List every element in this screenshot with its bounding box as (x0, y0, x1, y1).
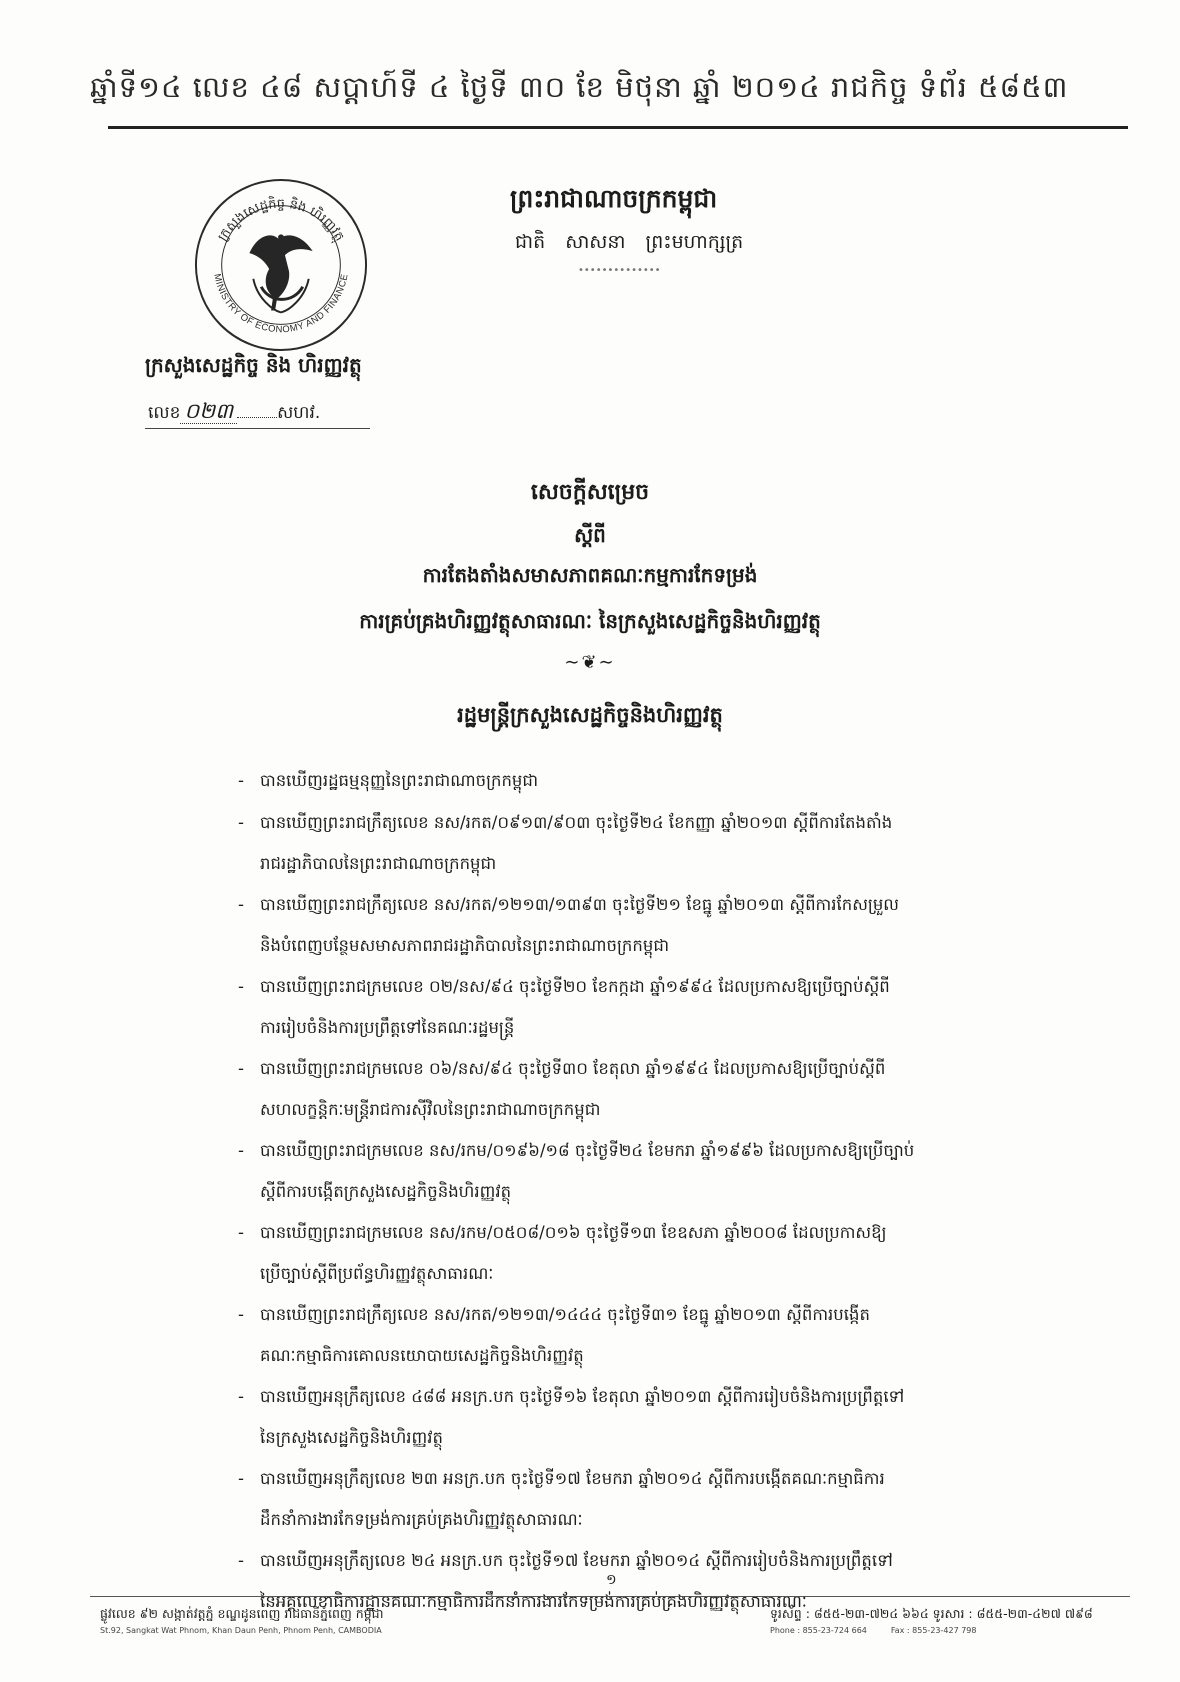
bird-emblem-icon (249, 234, 312, 312)
consideration-line: ប្រើច្បាប់ស្តីពីប្រព័ន្ធហិរញ្ញវត្ថុសាធារណៈ (260, 1264, 494, 1283)
consideration-line: - បានឃើញព្រះរាជក្រឹត្យលេខ នស/រកត/១២១៣/១៤៤៤ ចុះថ្ងៃទី៣១ ខែធ្នូ ឆ្នាំ២០១៣ ស្តីពីការបង្កើត (260, 1305, 870, 1324)
footer-phone-kh: ទូរស័ព្ទ : ៨៥៥-២៣-៧២៤ ៦៦៤ ទូរសារ : ៨៥៥-២៣-៤២៧ ៧៩៨ (770, 1606, 1093, 1621)
minister-heading: រដ្ឋមន្ត្រីក្រសួងសេដ្ឋកិច្ចនិងហិរញ្ញវត្ថុ (457, 703, 723, 727)
national-motto: ជាតិ សាសនា ព្រះមហាក្សត្រ (515, 231, 744, 253)
consideration-item (238, 966, 1038, 1048)
kingdom-title: ព្រះរាជាណាចក្រកម្ពុជា (510, 184, 718, 213)
consideration-line: ដឹកនាំការងារកែទម្រង់ការគ្រប់គ្រងហិរញ្ញវត្ថុសាធារណៈ (260, 1510, 583, 1529)
consideration-line: - បានឃើញព្រះរាជក្រមលេខ នស/រកម/០៥០៨/០១៦ ចុះថ្ងៃទី១៣ ខែឧសភា ឆ្នាំ២០០៨ ដែលប្រកាសឱ្យ (260, 1223, 887, 1242)
motto-ornament: •••••••••••••• (578, 265, 661, 276)
reference-rule (145, 428, 370, 429)
consideration-line: - បានឃើញព្រះរាជក្រឹត្យលេខ នស/រកត/១២១៣/១៣៩៣ ចុះថ្ងៃទី២១ ខែធ្នូ ឆ្នាំ២០១៣ ស្តីពីការកែសម្រួល (260, 895, 900, 914)
footer-address-en: St.92, Sangkat Wat Phnom, Khan Daun Penh, Phnom Penh, CAMBODIA (100, 1626, 382, 1635)
consideration-item (238, 1294, 1038, 1376)
decision-about: ស្តីពី (574, 523, 606, 547)
reference-suffix: សហវ. (277, 403, 321, 423)
consideration-line: - បានឃើញព្រះរាជក្រឹត្យលេខ នស/រកត/០៩១៣/៩០៣ ចុះថ្ងៃទី២៤ ខែកញ្ញា ឆ្នាំ២០១៣ ស្តីពីការតែងតាំង (260, 813, 893, 832)
decision-title: សេចក្តីសម្រេច (530, 480, 650, 505)
consideration-line: - បានឃើញព្រះរាជក្រមលេខ ០៦/នស/៩៤ ចុះថ្ងៃទី៣០ ខែតុលា ឆ្នាំ១៩៩៤ ដែលប្រកាសឱ្យប្រើច្បាប់ស្តីពី (260, 1059, 886, 1078)
header-rule (108, 126, 1128, 129)
consideration-line: - បានឃើញព្រះរាជក្រមលេខ នស/រកម/០១៩៦/១៨ ចុះថ្ងៃទី២៤ ខែមករា ឆ្នាំ១៩៩៦ ដែលប្រកាសឱ្យប្រើច្បាប់ (260, 1141, 915, 1160)
footer-phone-en (770, 1626, 976, 1635)
reference-dots (237, 417, 277, 418)
decision-subject-line-1: ការតែងតាំងសមាសភាពគណៈកម្មការកែទម្រង់ (422, 563, 758, 587)
consideration-line: - បានឃើញអនុក្រឹត្យលេខ ៤៨៨ អនក្រ.បក ចុះថ្ងៃទី១៦ ខែតុលា ឆ្នាំ២០១៣ ស្តីពីការរៀបចំនិងការប្រព្រឹត្តទៅ (260, 1387, 905, 1406)
decision-subject-line-2: ការគ្រប់គ្រងហិរញ្ញវត្ថុសាធារណៈ នៃក្រសួងសេដ្ឋកិច្ចនិងហិរញ្ញវត្ថុ (359, 609, 821, 633)
consideration-line: ស្តីពីការបង្កើតក្រសួងសេដ្ឋកិច្ចនិងហិរញ្ញវត្ថុ (260, 1182, 512, 1201)
consideration-item (238, 1376, 1038, 1458)
considerations-list (238, 760, 1038, 1622)
reference-number: ០២៣ (180, 399, 237, 424)
consideration-line: - បានឃើញអនុក្រឹត្យលេខ ២៤ អនក្រ.បក ចុះថ្ងៃទី១៧ ខែមករា ឆ្នាំ២០១៤ ស្តីពីការរៀបចំនិងការប្រព្រឹត្តទៅ (260, 1551, 893, 1570)
consideration-line: - បានឃើញរដ្ឋធម្មនុញ្ញនៃព្រះរាជាណាចក្រកម្ពុជា (260, 771, 539, 790)
ministry-seal-logo (192, 176, 370, 354)
consideration-line: នៃអគ្គលេខាធិការដ្ឋានគណៈកម្មាធិការដឹកនាំការងារកែទម្រង់ការគ្រប់គ្រងហិរញ្ញវត្ថុសាធារណៈ (260, 1592, 807, 1611)
consideration-item (238, 1048, 1038, 1130)
consideration-line: និងបំពេញបន្ថែមសមាសភាពរាជរដ្ឋាភិបាលនៃព្រះរាជាណាចក្រកម្ពុជា (260, 936, 670, 955)
consideration-line: គណៈកម្មាធិការគោលនយោបាយសេដ្ឋកិច្ចនិងហិរញ្ញវត្ថុ (260, 1346, 584, 1365)
consideration-line: ការរៀបចំនិងការប្រព្រឹត្តទៅនៃគណៈរដ្ឋមន្ត្រី (260, 1018, 515, 1037)
consideration-item (238, 760, 1038, 802)
consideration-line: នៃក្រសួងសេដ្ឋកិច្ចនិងហិរញ្ញវត្ថុ (260, 1428, 443, 1447)
gazette-header: ឆ្នាំទី១៤ លេខ ៤៨ សប្តាហ៍ទី ៤ ថ្ងៃទី ៣០ ខែ មិថុនា ឆ្នាំ ២០១៤ រាជកិច្ច ទំព័រ ៥៨៥៣ (90, 70, 1069, 104)
ministry-name: ក្រសួងសេដ្ឋកិច្ច និង ហិរញ្ញវត្ថុ (145, 353, 362, 377)
consideration-line: សហលក្ខន្តិកៈមន្ត្រីរាជការស៊ីវិលនៃព្រះរាជាណាចក្រកម្ពុជា (260, 1100, 601, 1119)
page-number: ១ (606, 1572, 617, 1588)
reference-label: លេខ (148, 403, 181, 423)
footer-fax-number: Fax : 855-23-427 798 (890, 1626, 977, 1635)
consideration-item (238, 1212, 1038, 1294)
footer-phone-number: Phone : 855-23-724 664 (770, 1626, 867, 1635)
seal-text-kh: ក្រសួងសេដ្ឋកិច្ច និង ហិរញ្ញវត្ថុ (215, 196, 347, 244)
footer-address-kh: ផ្លូវលេខ ៩២ សង្កាត់វត្តភ្នំ ខណ្ឌដូនពេញ រាជធានីភ្នំពេញ កម្ពុជា (100, 1606, 384, 1621)
consideration-item (238, 884, 1038, 966)
consideration-item (238, 802, 1038, 884)
consideration-item (238, 1130, 1038, 1212)
title-ornament-divider: ∼❦∼ (564, 652, 616, 673)
footer-rule (90, 1596, 1130, 1597)
reference-line (148, 398, 320, 429)
consideration-item (238, 1458, 1038, 1540)
consideration-line: - បានឃើញព្រះរាជក្រមលេខ ០២/នស/៩៤ ចុះថ្ងៃទី២០ ខែកក្កដា ឆ្នាំ១៩៩៤ ដែលប្រកាសឱ្យប្រើច្បាប់ស្តីពី (260, 977, 890, 996)
seal-text-en: MINISTRY OF ECONOMY AND FINANCE (212, 272, 350, 335)
consideration-line: រាជរដ្ឋាភិបាលនៃព្រះរាជាណាចក្រកម្ពុជា (260, 854, 497, 873)
consideration-line: - បានឃើញអនុក្រឹត្យលេខ ២៣ អនក្រ.បក ចុះថ្ងៃទី១៧ ខែមករា ឆ្នាំ២០១៤ ស្តីពីការបង្កើតគណៈកម្មាធិការ (260, 1469, 885, 1488)
